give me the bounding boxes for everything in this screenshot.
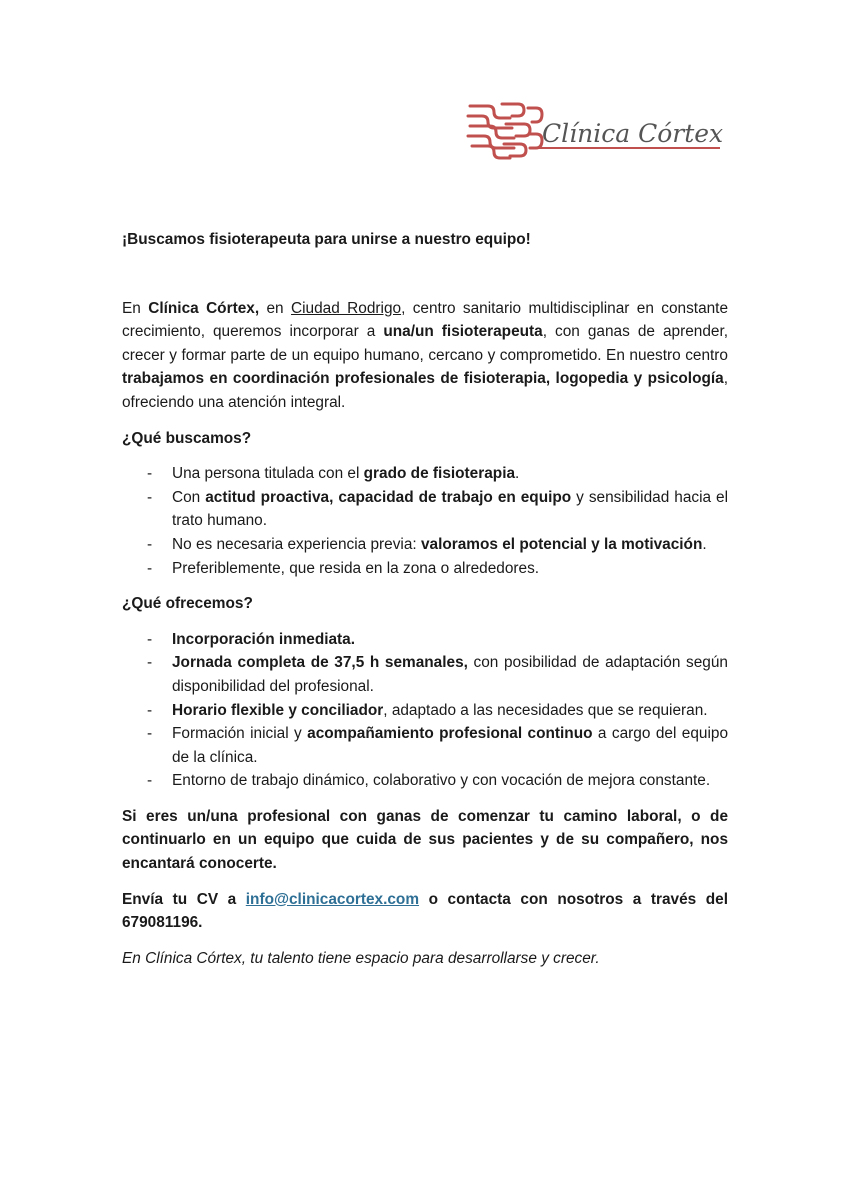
logo-text: Clínica Córtex	[542, 119, 724, 148]
list-item: - Incorporación inmediata.	[122, 628, 728, 652]
list-item: - Una persona titulada con el grado de fisioterapia.	[122, 462, 728, 486]
list-item: - Entorno de trabajo dinámico, colaborativo y con vocación de mejora constante.	[122, 769, 728, 793]
list-item: - Jornada completa de 37,5 h semanales, con posibilidad de adaptación según disponibilidad del profesional.	[122, 651, 728, 698]
intro-paragraph: En Clínica Córtex, en Ciudad Rodrigo, centro sanitario multidisciplinar en constante crecimiento, queremos incorporar a una/un fisioterapeuta, con ganas de aprender, crecer y formar parte de un equipo humano, cercano y comprometido. En nuestro centro trabajamos en coordinación profesionales de fisioterapia, logopedia y psicología, ofreciendo una atención integral.	[122, 299, 729, 411]
closing-line: En Clínica Córtex, tu talento tiene espacio para desarrollarse y crecer.	[122, 949, 600, 967]
list-item: - Horario flexible y conciliador, adaptado a las necesidades que se requieran.	[122, 699, 728, 723]
list-ofrecemos	[122, 628, 728, 793]
list-item: - Preferiblemente, que resida en la zona o alrededores.	[122, 557, 728, 581]
email-link[interactable]: info@clinicacortex.com	[245, 890, 420, 908]
section-heading-ofrecemos: ¿Qué ofrecemos?	[122, 595, 253, 613]
city-name: Ciudad Rodrigo	[291, 299, 402, 317]
cta-paragraph: Si eres un/una profesional con ganas de comenzar tu camino laboral, o de continuarlo en un equipo que cuida de sus pacientes y de su compañero, nos encantará conocerte.	[122, 807, 728, 873]
page-title: ¡Buscamos fisioterapeuta para unirse a nuestro equipo!	[122, 231, 531, 248]
contact-paragraph: Envía tu CV a info@clinicacortex.com o contacta con nosotros a través del 679081196.	[122, 890, 728, 932]
clinic-logo	[462, 98, 724, 170]
section-heading-buscamos: ¿Qué buscamos?	[122, 429, 252, 447]
brain-icon	[462, 98, 724, 170]
job-posting	[122, 228, 728, 982]
list-item: - No es necesaria experiencia previa: valoramos el potencial y la motivación.	[122, 533, 728, 557]
list-item: - Con actitud proactiva, capacidad de trabajo en equipo y sensibilidad hacia el trato humano.	[122, 486, 728, 533]
list-buscamos	[122, 462, 728, 580]
list-item: - Formación inicial y acompañamiento profesional continuo a cargo del equipo de la clínica.	[122, 722, 728, 769]
